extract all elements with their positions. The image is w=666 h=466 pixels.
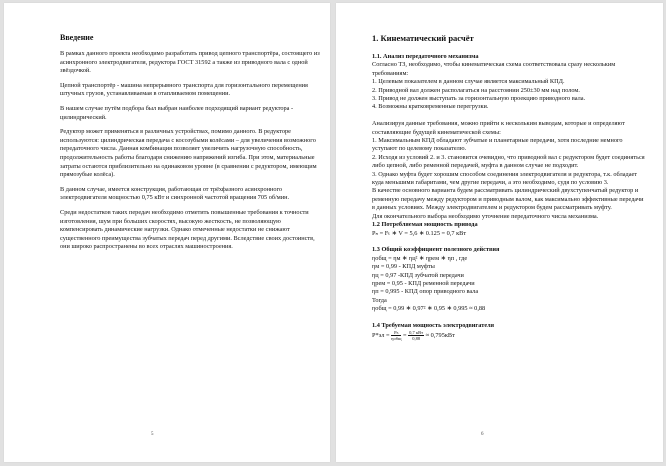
- spacer: [372, 314, 648, 322]
- page-number: 6: [481, 432, 484, 437]
- text-line: 4. Возможны кратковременные перегрузки.: [372, 103, 489, 111]
- section-title: 1.3 Общий коэффициент полезного действия: [372, 246, 500, 254]
- numerator: Pₙ: [391, 330, 401, 336]
- document-page-5: [4, 3, 330, 462]
- chapter-heading: 1. Кинематический расчёт: [372, 33, 474, 43]
- motor-power-formula: [372, 330, 648, 341]
- text-line: Согласно ТЗ, необходимо, чтобы кинематическая схема соответствовала сразу нескольким требованиям:: [372, 61, 616, 77]
- formula-result: ≈ 0,795кВт: [425, 332, 455, 340]
- text-line: В качестве основного варианта будем рассматривать цилиндрический двухступенчатый редуктор и ременную передачу между редуктором и приводным валом, как максимально эффективные передачи в данных условиях. Между электродвигателем и редуктором будем рассматривать муфту.: [372, 187, 644, 212]
- page-number: 5: [151, 432, 154, 437]
- equals: =: [403, 332, 407, 340]
- section-1-1: [372, 53, 648, 341]
- paragraph: Редуктор может применяться в различных устройствах, помимо данного. В редукторе используются: цилиндрическая передача с косозубыми колёсами – для увеличения возможного передаточного числа. Данная комбинация позволяет увеличить нагрузочную способность, продолжительность работы благодаря снижению напряжений изгиба. При этом, материальные затраты остаются приблизительно на одинаковом уровне (в сравнении с редуктором, имеющим прямозубые колёса).: [60, 128, 317, 179]
- page-6-content: [372, 33, 648, 341]
- text-line: 3. Привод не должен выступать за горизонтальную проекцию приводного вала.: [372, 95, 586, 103]
- formula-line: ηп = 0,995 - КПД опор приводного вала: [372, 288, 479, 296]
- text-line: 3. Однако муфта будет хорошим способом соединения электродвигателя и редуктора, т.к. обладает куда меньшими габаритами, чем другие передачи, а это необходимо, судя по условию 3.: [372, 170, 638, 187]
- paragraph: В рамках данного проекта необходимо разработать привод цепного транспортёра, состоящего из асинхронного электродвигателя, редуктора ГОСТ 31592 а также из приводного вала с одной звёздочкой.: [60, 50, 320, 75]
- paragraph: Среди недостатков таких передач необходимо отметить повышенные требования к точности изготовления, шум при больших скоростях, высокую жесткость, не позволяющую компенсировать динамические нагрузки. Однако отмеченные недостатки не снижают существенного преимущества зубчатых передач перед другими. Вследствие своих достоинств, они широко распространены во всех отраслях машиностроения.: [60, 208, 315, 251]
- paragraph: Цепной транспортёр - машина непрерывного транспорта для горизонтального перемещения штучных грузов, устанавливаемая в отапливаемом помещении.: [60, 81, 308, 98]
- formula-line: Тогда: [372, 296, 387, 304]
- text-line: 2. Исходя из условий 2. и 3. становится очевидно, что приводной вал с редуктором будет соединяться либо цепной, либо ременной передачей, муфта в данном случае не подходит.: [372, 153, 645, 170]
- introduction-heading: Введение: [60, 33, 94, 42]
- section-title: 1.4 Требуемая мощность электродвигателя: [372, 321, 495, 329]
- spacer: [372, 112, 648, 120]
- section-title: 1.1. Анализ передаточного механизма: [372, 53, 479, 60]
- power-formula: Pₙ = Fₜ ∗ V = 5,6 ∗ 0.125 = 0,7 кВт: [372, 229, 467, 237]
- formula-line: ηм = 0,99 - КПД муфты: [372, 263, 435, 271]
- document-page-6: [336, 3, 663, 462]
- text-line: 1. Целевым показателем в данном случае является максимальный КПД.: [372, 78, 565, 86]
- paragraph: В данном случае, имеется конструкция, работающая от трёхфазного асинхронного электродвигателя мощностью 0,75 кВт и синхронной частотой вращения 705 об/мин.: [60, 185, 290, 202]
- numerator: 0,7 кВт: [409, 330, 424, 336]
- section-title: 1.2 Потребляемая мощность привода: [372, 221, 478, 229]
- formula-lhs: P*эл =: [372, 332, 390, 340]
- text-line: Анализируя данные требования, можно прийти к нескольким выводам, которые и определяют составляющие будущей кинематической схемы:: [372, 120, 625, 136]
- text-line: 2. Приводной вал должен располагаться на расстоянии 250±30 мм над полом.: [372, 86, 580, 94]
- formula-line: ηрем = 0,95 - КПД ременной передачи: [372, 279, 475, 287]
- text-line: Для окончательного выбора необходимо уточнение передаточного числа механизма.: [372, 212, 599, 220]
- paragraph: В нашем случае путём подбора был выбран наиболее подходящий вариант редуктора - цилиндрический.: [60, 104, 294, 121]
- fraction: [408, 330, 424, 341]
- formula-line: ηобщ = 0,99 ∗ 0,97² ∗ 0,95 ∗ 0,995 ≈ 0,88: [372, 305, 486, 313]
- denominator: ηобщ: [391, 336, 402, 342]
- page-5-content: [60, 33, 322, 258]
- spacer: [372, 238, 648, 246]
- fraction: [391, 330, 401, 341]
- text-line: 1. Максимальным КПД обладают зубчатые и планетарные передачи, хотя последние немного уступают по целевому показателю.: [372, 137, 623, 153]
- formula-line: ηобщ = ηм ∗ ηц² ∗ ηрем ∗ ηп , где: [372, 254, 468, 262]
- formula-line: ηц = 0,97 -КПД зубчатой передачи: [372, 271, 464, 279]
- denominator: 0,88: [412, 336, 421, 342]
